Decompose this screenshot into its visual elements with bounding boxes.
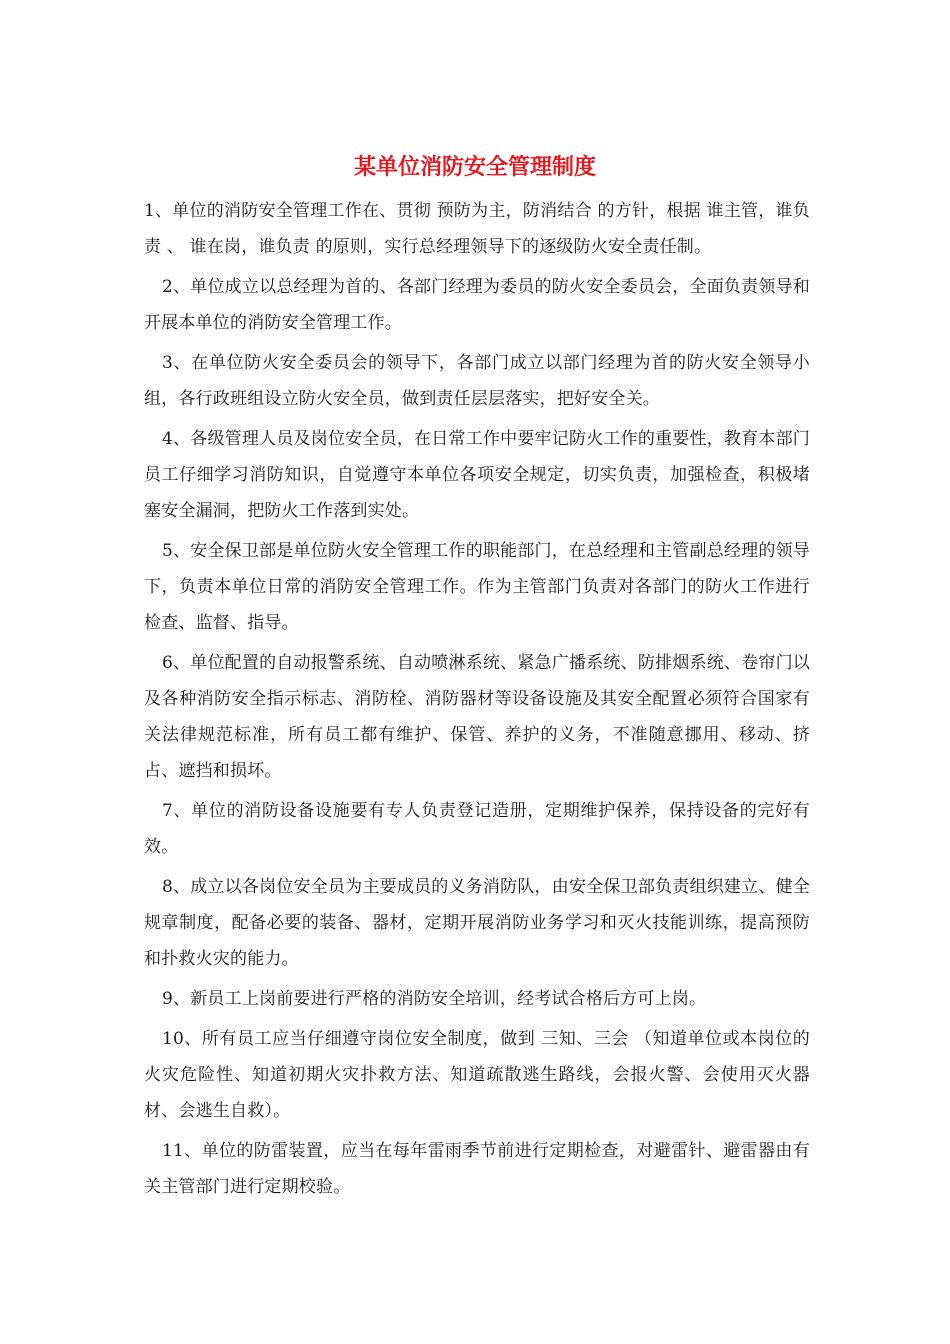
paragraph-4: 4、各级管理人员及岗位安全员，在日常工作中要牢记防火工作的重要性，教育本部门员工仔细学习消防知识，自觉遵守本单位各项安全规定，切实负责，加强检查，积极堵塞安全漏洞，把防火工作落到实处。: [144, 429, 810, 521]
paragraph-8: 8、成立以各岗位安全员为主要成员的义务消防队，由安全保卫部负责组织建立、健全规章制度，配备必要的装备、器材，定期开展消防业务学习和灭火技能训练，提高预防和扑救火灾的能力。: [144, 877, 810, 969]
paragraph-3: 3、在单位防火安全委员会的领导下，各部门成立以部门经理为首的防火安全领导小组，各行政班组设立防火安全员，做到责任层层落实，把好安全关。: [144, 353, 810, 409]
paragraph-7: 7、单位的消防设备设施要有专人负责登记造册，定期维护保养，保持设备的完好有效。: [144, 801, 810, 857]
paragraph-10: 10、所有员工应当仔细遵守岗位安全制度，做到 三知、三会 （知道单位或本岗位的火灾危险性、知道初期火灾扑救方法、知道疏散逃生路线，会报火警、会使用灭火器材、会逃生自救）。: [144, 1029, 810, 1121]
paragraph-5: 5、安全保卫部是单位防火安全管理工作的职能部门，在总经理和主管副总经理的领导下，负责本单位日常的消防安全管理工作。作为主管部门负责对各部门的防火工作进行检查、监督、指导。: [144, 541, 810, 633]
paragraph-1: 1、单位的消防安全管理工作在、贯彻 预防为主，防消结合 的方针，根据 谁主管，谁负责 、 谁在岗，谁负责 的原则，实行总经理领导下的逐级防火安全责任制。: [144, 201, 810, 257]
paragraph-2: 2、单位成立以总经理为首的、各部门经理为委员的防火安全委员会，全面负责领导和开展本单位的消防安全管理工作。: [144, 277, 810, 333]
paragraph-11: 11、单位的防雷装置，应当在每年雷雨季节前进行定期检查，对避雷针、避雷器由有关主管部门进行定期校验。: [144, 1141, 810, 1197]
document-title: 某单位消防安全管理制度: [353, 155, 596, 180]
document-body: [144, 193, 810, 1209]
paragraph-6: 6、单位配置的自动报警系统、自动喷淋系统、紧急广播系统、防排烟系统、卷帘门以及各种消防安全指示标志、消防栓、消防器材等设备设施及其安全配置必须符合国家有关法律规范标准，所有员工都有维护、保管、养护的义务，不准随意挪用、移动、挤占、遮挡和损坏。: [144, 653, 810, 781]
paragraph-9: 9、新员工上岗前要进行严格的消防安全培训，经考试合格后方可上岗。: [162, 989, 707, 1009]
